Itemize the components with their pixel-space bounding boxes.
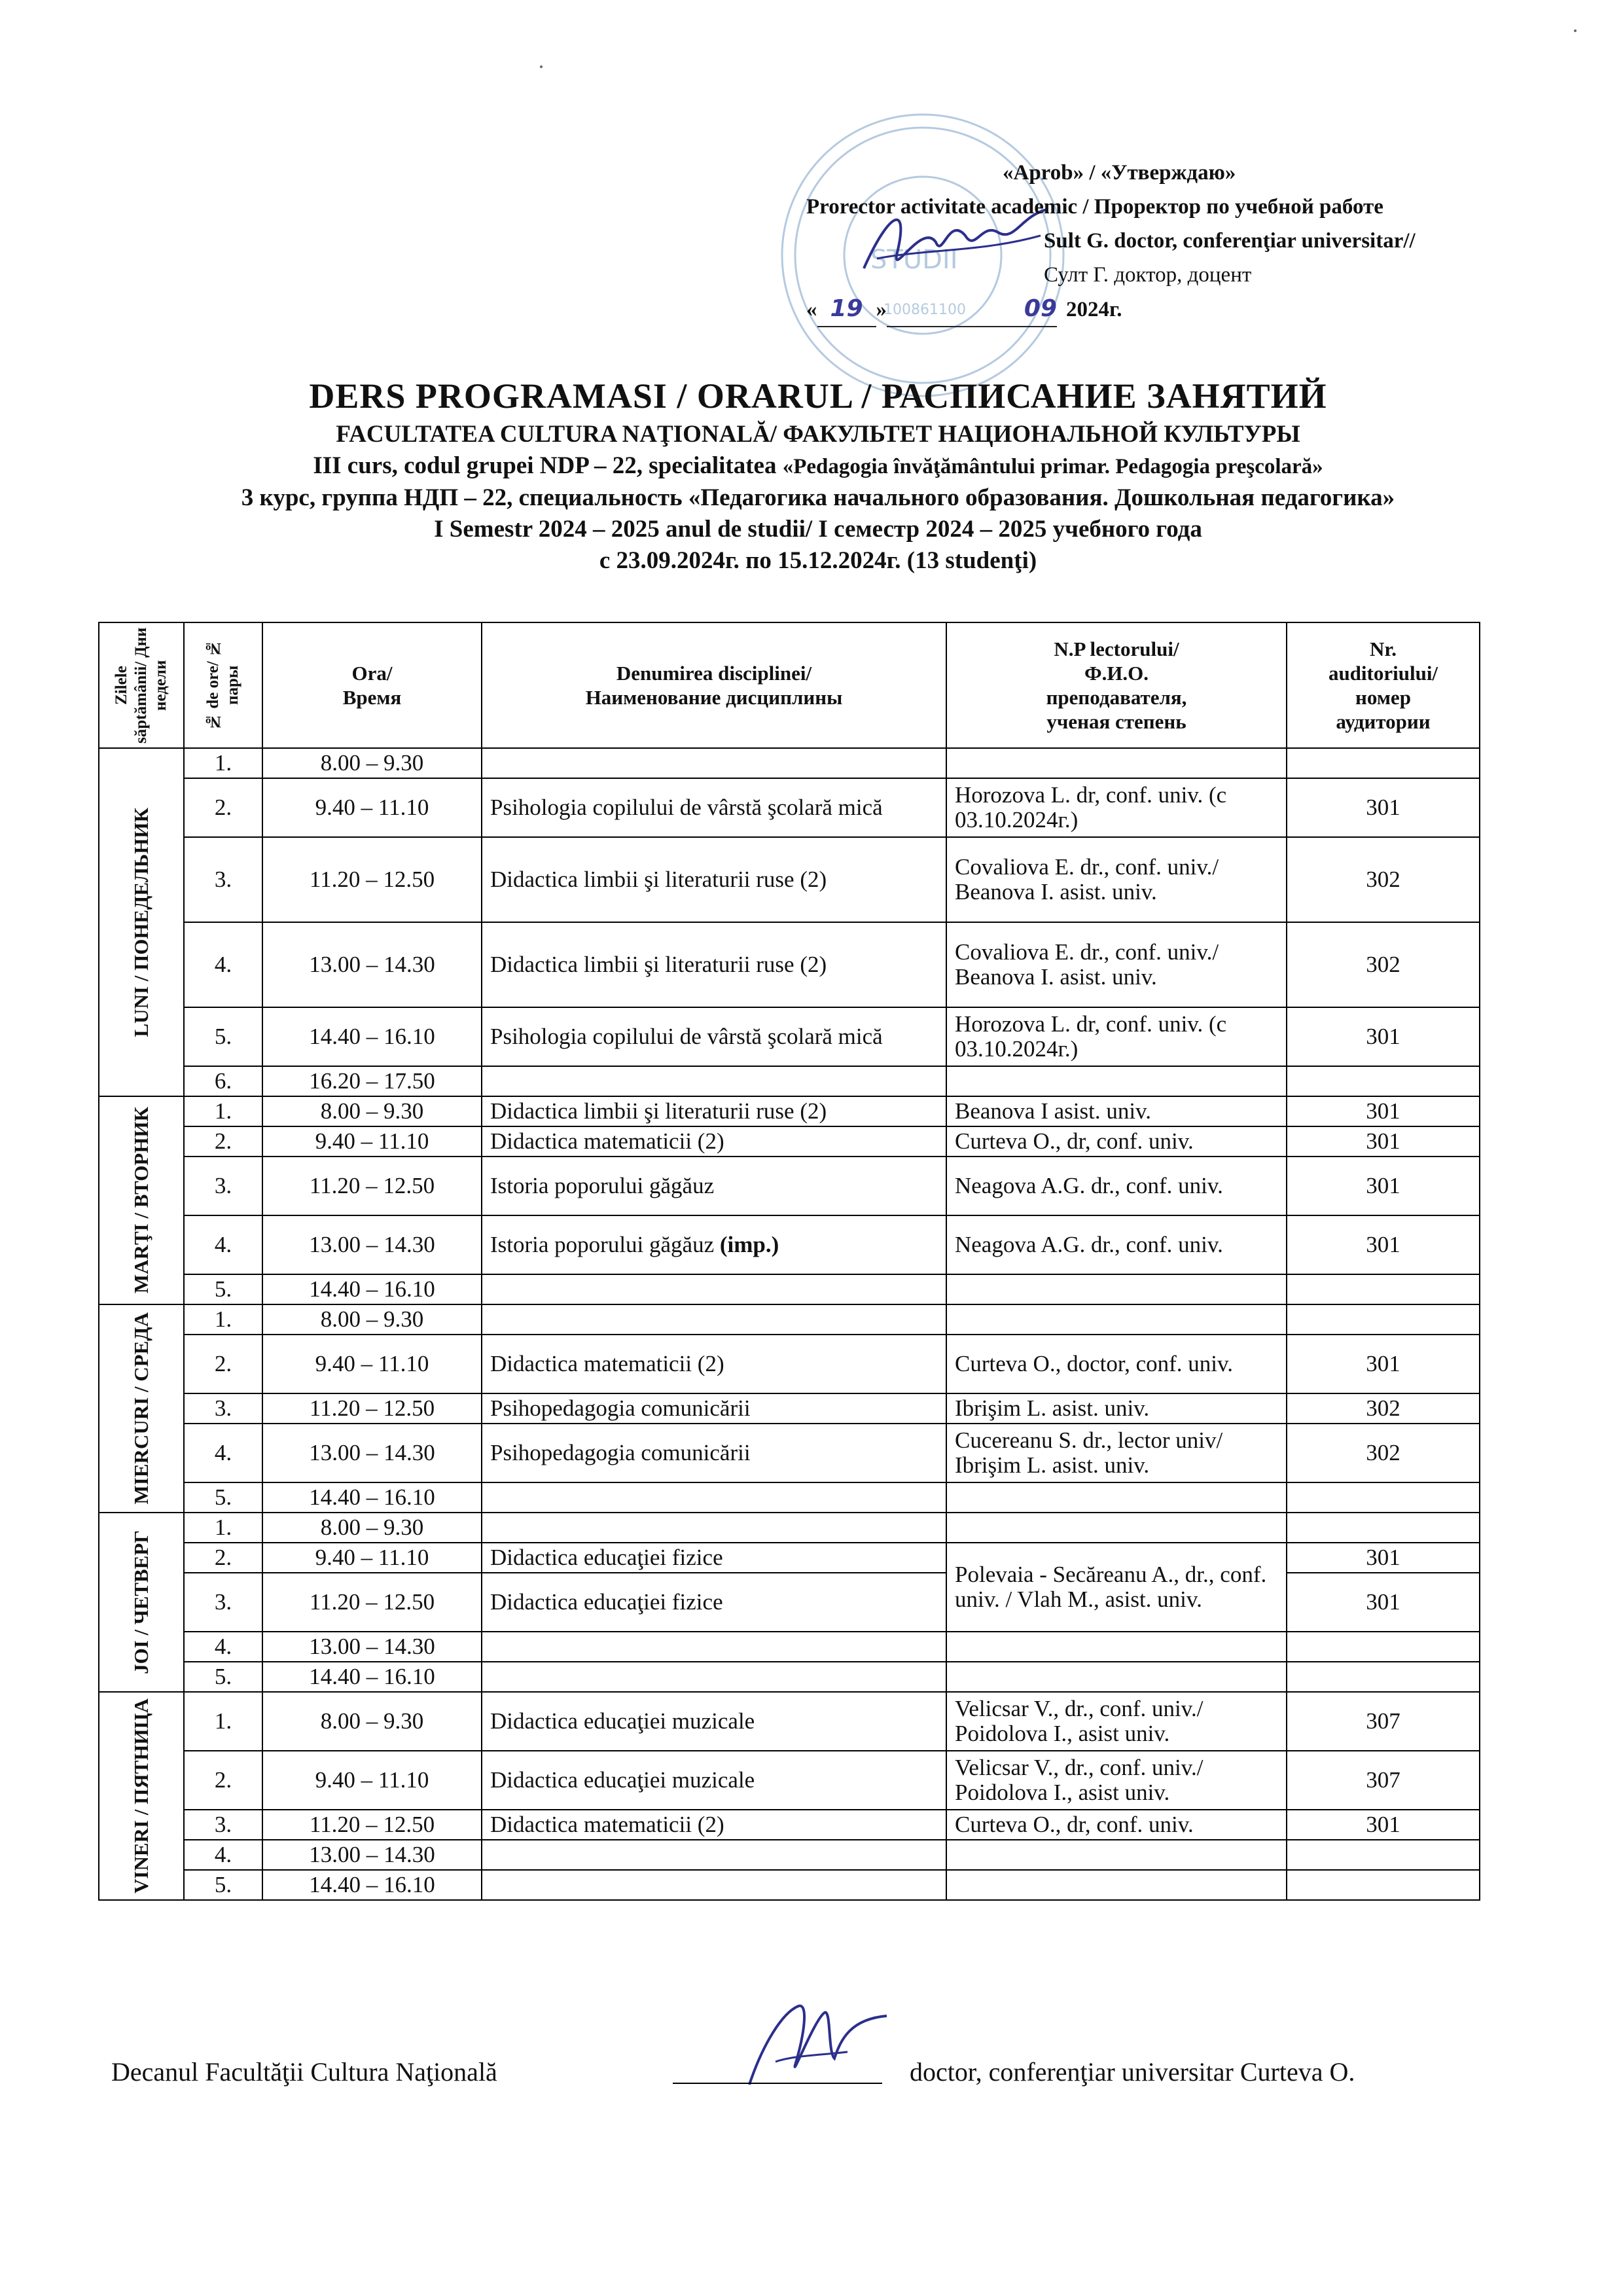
approval-day: 19 bbox=[817, 292, 876, 327]
table-row: 2. 9.40 – 11.10 Didactica educaţiei fizice Polevaia - Secăreanu A., dr., conf. univ. / Vlah M., asist. univ. 301 bbox=[99, 1543, 1480, 1573]
table-row: 4. 13.00 – 14.30 bbox=[99, 1840, 1480, 1870]
day-cell-tuesday: MARŢI / ВТОРНИК bbox=[99, 1096, 184, 1304]
schedule-table bbox=[98, 622, 1480, 1901]
table-row: 2. 9.40 – 11.10 Didactica matematicii (2) Curteva O., doctor, conf. univ. 301 bbox=[99, 1335, 1480, 1393]
group-line-ro: III curs, codul grupei NDP – 22, specialitatea «Pedagogia învăţământului primar. Pedagogia preşcolară» bbox=[313, 452, 1323, 479]
table-row: 3. 11.20 – 12.50 Didactica limbii şi literaturii ruse (2) Covaliova E. dr., conf. univ./ Beanova I. asist. univ. 302 bbox=[99, 837, 1480, 922]
table-header-row bbox=[99, 622, 1480, 748]
table-row: 5. 14.40 – 16.10 bbox=[99, 1870, 1480, 1900]
header-num: № de ore/ № пары bbox=[184, 622, 262, 748]
group-line-ru: 3 курс, группа НДП – 22, специальность «Педагогика начального образования. Дошкольная педагогика» bbox=[241, 484, 1395, 511]
table-row: 3. 11.20 – 12.50 Didactica educaţiei fizice 301 bbox=[99, 1573, 1480, 1632]
header-discipline: Denumirea disciplinei/ Наименование дисциплины bbox=[482, 622, 946, 748]
table-row: VINERI / ПЯТНИЦА 1. 8.00 – 9.30 Didactica educaţiei muzicale Velicsar V., dr., conf. univ./ Poidolova I., asist univ. 307 bbox=[99, 1692, 1480, 1751]
day-cell-monday: LUNI / ПОНЕДЕЛЬНИК bbox=[99, 748, 184, 1096]
approval-line-2: Prorector activitate academic / Проректор по учебной работе bbox=[806, 195, 1383, 219]
table-row: 5. 14.40 – 16.10 bbox=[99, 1482, 1480, 1513]
table-row: 4. 13.00 – 14.30 Istoria poporului găgăuz (imp.) Neagova A.G. dr., conf. univ. 301 bbox=[99, 1215, 1480, 1274]
table-row: LUNI / ПОНЕДЕЛЬНИК 1. 8.00 – 9.30 bbox=[99, 748, 1480, 778]
table-row: 4. 13.00 – 14.30 Psihopedagogia comunicării Cucereanu S. dr., lector univ/ Ibrişim L. asist. univ. 302 bbox=[99, 1424, 1480, 1482]
approval-line-1: «Aprob» / «Утверждаю» bbox=[1003, 161, 1236, 185]
approval-month: 09 bbox=[887, 292, 1057, 327]
table-row: 5. 14.40 – 16.10 bbox=[99, 1274, 1480, 1304]
signature-line bbox=[673, 2083, 882, 2084]
table-row: 3. 11.20 – 12.50 Psihopedagogia comunicării Ibrişim L. asist. univ. 302 bbox=[99, 1393, 1480, 1424]
table-row: JOI / ЧЕТВЕРГ 1. 8.00 – 9.30 bbox=[99, 1513, 1480, 1543]
period-line: с 23.09.2024г. по 15.12.2024г. (13 studenţi) bbox=[599, 547, 1037, 574]
table-row: 2. 9.40 – 11.10 Didactica matematicii (2) Curteva O., dr, conf. univ. 301 bbox=[99, 1126, 1480, 1157]
header-lecturer: N.P lectorului/ Ф.И.О. преподавателя, ученая степень bbox=[946, 622, 1287, 748]
day-cell-wednesday: MIERCURI / СРЕДА bbox=[99, 1304, 184, 1513]
approval-year: 2024г. bbox=[1066, 298, 1122, 321]
scan-speck bbox=[1574, 29, 1577, 32]
day-cell-friday: VINERI / ПЯТНИЦА bbox=[99, 1692, 184, 1900]
dean-label: Decanul Facultăţii Cultura Naţională bbox=[111, 2057, 497, 2087]
svg-text:STUDII: STUDII bbox=[870, 245, 958, 275]
scan-speck bbox=[540, 65, 543, 68]
table-row: 2. 9.40 – 11.10 Psihologia copilului de vârstă şcolară mică Horozova L. dr, conf. univ. (c 03.10.2024г.) 301 bbox=[99, 778, 1480, 837]
table-row: 3. 11.20 – 12.50 Didactica matematicii (2) Curteva O., dr, conf. univ. 301 bbox=[99, 1810, 1480, 1840]
approval-line-4: Султ Г. доктор, доцент bbox=[1044, 263, 1252, 287]
approval-date: « 19 » 09 2024г. bbox=[806, 292, 1546, 327]
dean-title: doctor, conferenţiar universitar Curteva O. bbox=[910, 2057, 1355, 2087]
day-cell-thursday: JOI / ЧЕТВЕРГ bbox=[99, 1513, 184, 1692]
header-day: Zilele săptămânii/ Дни недели bbox=[99, 622, 184, 748]
faculty-title: FACULTATEA CULTURA NAŢIONALĂ/ ФАКУЛЬТЕТ НАЦИОНАЛЬНОЙ КУЛЬТУРЫ bbox=[336, 421, 1300, 448]
table-row: MIERCURI / СРЕДА 1. 8.00 – 9.30 bbox=[99, 1304, 1480, 1335]
semester-line: I Semestr 2024 – 2025 anul de studii/ I семестр 2024 – 2025 учебного года bbox=[434, 516, 1202, 543]
table-row: 6. 16.20 – 17.50 bbox=[99, 1066, 1480, 1096]
document-main-title: DERS PROGRAMASI / ORARUL / РАСПИСАНИЕ ЗАНЯТИЙ bbox=[309, 376, 1327, 416]
table-row: MARŢI / ВТОРНИК 1. 8.00 – 9.30 Didactica limbii şi literaturii ruse (2) Beanova I asist. univ. 301 bbox=[99, 1096, 1480, 1126]
table-row: 5. 14.40 – 16.10 Psihologia copilului de vârstă şcolară mică Horozova L. dr, conf. univ. (c 03.10.2024г.) 301 bbox=[99, 1007, 1480, 1066]
table-row: 3. 11.20 – 12.50 Istoria poporului găgăuz Neagova A.G. dr., conf. univ. 301 bbox=[99, 1157, 1480, 1215]
table-row: 4. 13.00 – 14.30 bbox=[99, 1632, 1480, 1662]
document-titles bbox=[105, 373, 1531, 577]
table-row: 4. 13.00 – 14.30 Didactica limbii şi literaturii ruse (2) Covaliova E. dr., conf. univ./ Beanova I. asist. univ. 302 bbox=[99, 922, 1480, 1007]
table-row: 2. 9.40 – 11.10 Didactica educaţiei muzicale Velicsar V., dr., conf. univ./ Poidolova I., asist univ. 307 bbox=[99, 1751, 1480, 1810]
dean-signature bbox=[736, 1993, 900, 2098]
header-time: Ora/ Время bbox=[262, 622, 482, 748]
svg-text:100861100: 100861100 bbox=[883, 302, 966, 318]
approval-block bbox=[806, 156, 1546, 327]
header-room: Nr. auditoriului/ номер аудитории bbox=[1287, 622, 1480, 748]
approval-line-3: Sult G. doctor, conferenţiar universitar// bbox=[1044, 229, 1416, 253]
table-row: 5. 14.40 – 16.10 bbox=[99, 1662, 1480, 1692]
